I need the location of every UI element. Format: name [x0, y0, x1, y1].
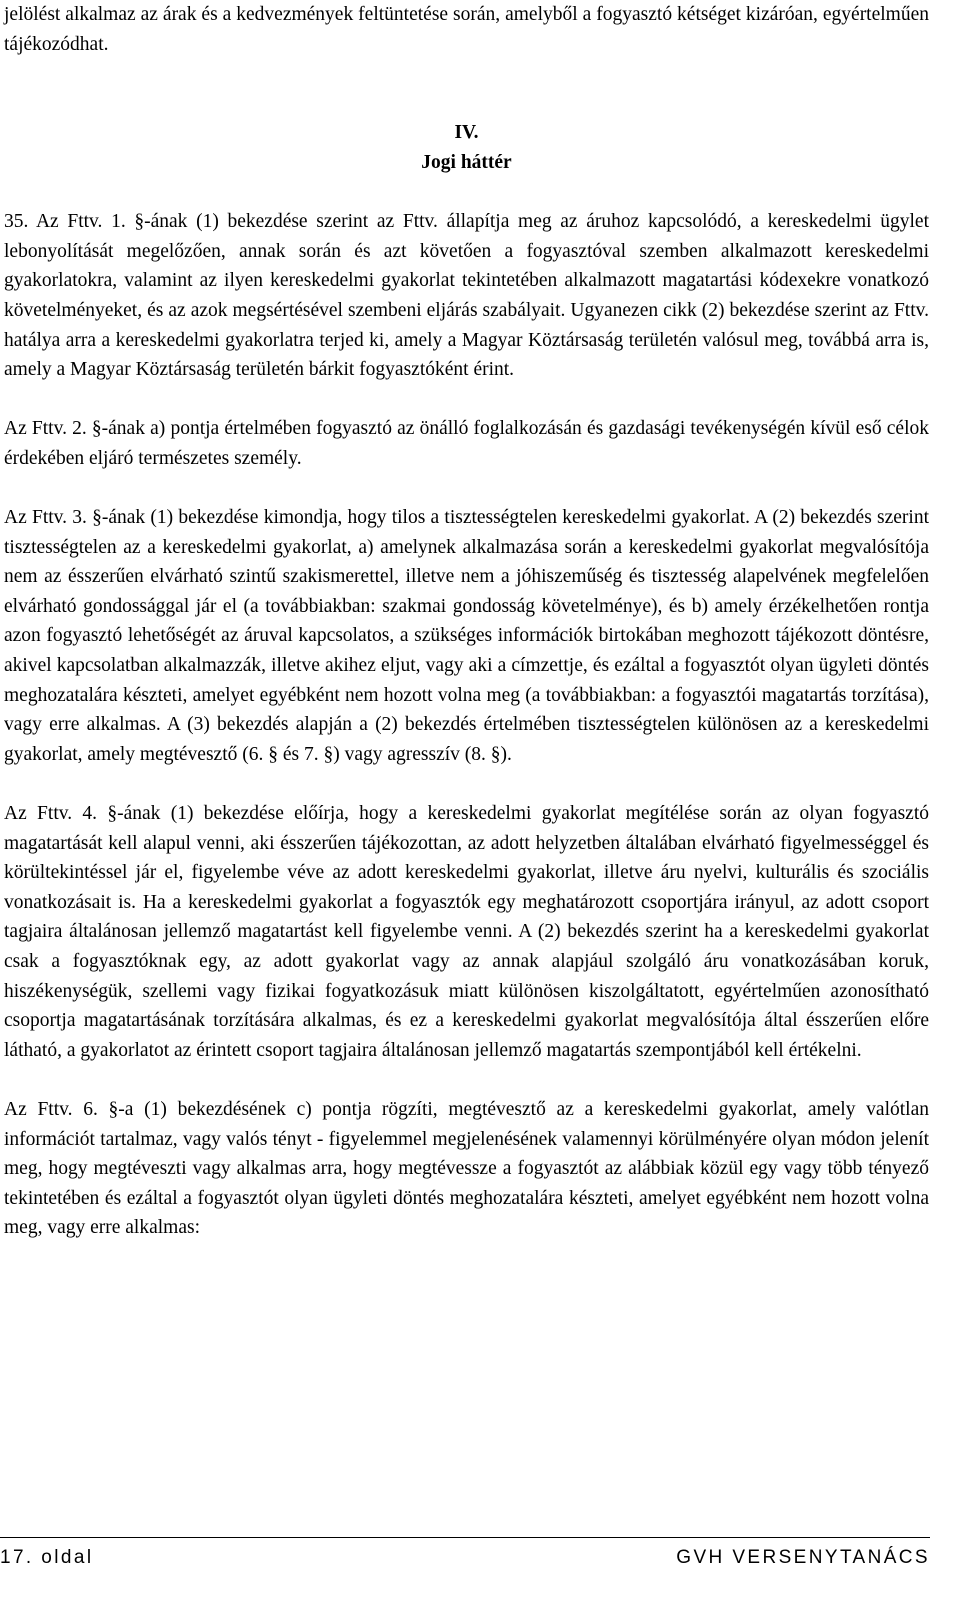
paragraph-unfair-practice: Az Fttv. 3. §-ának (1) bekezdése kimondja, hogy tilos a tisztességtelen kereskedelmi gyakorlat. A (2) bekezdés szerint tisztességtelen az a kereskedelmi gyakorlat, a) amelynek alkalmazása során a kereskedelmi gyakorlat megvalósítója nem az ésszerűen elvárható szintű szakismerettel, illetve nem a jóhiszeműség és tisztesség alapelvének megfelelően elvárható gondossággal jár el (a továbbiakban: szakmai gondosság követelménye), és b) amely érzékelhetően rontja azon fogyasztó lehetőségét az áruval kapcsolatos, a szükséges információk birtokában meghozott tájékozott döntésre, akivel kapcsolatban alkalmazzák, illetve akihez eljut, vagy aki a címzettje, és ezáltal a fogyasztót olyan ügyleti döntés meghozatalára készteti, amelyet egyébként nem hozott volna meg (a továbbiakban: a fogyasztói magatartás torzítása), vagy erre alkalmas. A (3) bekezdés alapján a (2) bekezdés értelmében tisztességtelen különösen az a kereskedelmi gyakorlat, amely megtévesztő (6. § és 7. §) vagy agresszív (8. §).	[4, 507, 929, 765]
spacer	[4, 1065, 929, 1095]
spacer	[4, 769, 929, 799]
paragraph-assessment: Az Fttv. 4. §-ának (1) bekezdése előírja, hogy a kereskedelmi gyakorlat megítélése során az olyan fogyasztó magatartását kell alapul venni, aki ésszerűen tájékozottan, az adott helyzetben általában elvárható figyelmességgel és körültekintéssel jár el, figyelembe véve az adott kereskedelmi gyakorlat, illetve áru nyelvi, kulturális és szociális vonatkozásait is. Ha a kereskedelmi gyakorlat a fogyasztók egy meghatározott csoportjára irányul, az adott csoport tagjaira általánosan jellemző magatartást kell figyelembe venni. A (2) bekezdés szerint ha a kereskedelmi gyakorlat csak a fogyasztóknak egy, az adott gyakorlat vagy az annak alapjául szolgáló áru vonatkozásában koruk, hiszékenységük, szellemi vagy fizikai fogyatkozásuk miatt különösen kiszolgáltatott, egyértelműen azonosítható csoportja magatartásának torzítására alkalmas, és ez a kereskedelmi gyakorlat megvalósítója által ésszerűen előre látható, a gyakorlatot az érintett csoport tagjaira általánosan jellemző magatartás szempontjából kell értékelni.	[4, 803, 929, 1061]
page-number: 17. oldal	[0, 1547, 94, 1568]
spacer	[4, 385, 929, 415]
spacer	[4, 59, 929, 89]
spacer	[4, 474, 929, 504]
paragraph-35: 35. Az Fttv. 1. §-ának (1) bekezdése szerint az Fttv. állapítja meg az áruhoz kapcsolódó, a kereskedelmi ügylet lebonyolítását megelőzően, annak során és azt követően a fogyasztóval szemben alkalmazott kereskedelmi gyakorlatokra, valamint az ilyen kereskedelmi gyakorlat tekintetében alkalmazott magatartási kódexekre vonatkozó követelményeket, és az azok megsértésével szembeni eljárás szabályait. Ugyanezen cikk (2) bekezdése szerint az Fttv. hatálya arra a kereskedelmi gyakorlatra terjed ki, amely a Magyar Köztársaság területén valósul meg, továbbá arra is, amely a Magyar Köztársaság területén bárkit fogyasztóként érint.	[4, 211, 929, 381]
paragraph-misleading: Az Fttv. 6. §-a (1) bekezdésének c) pontja rögzíti, megtévesztő az a kereskedelmi gyakorlat, amely valótlan információt tartalmaz, vagy valós tényt - figyelemmel megjelenésének valamennyi körülményére olyan módon jelenít meg, hogy megtéveszti vagy alkalmas arra, hogy megtévessze a fogyasztót az alábbiak közül egy vagy több tényező tekintetében és ezáltal a fogyasztót olyan ügyleti döntés meghozatalára készteti, amelyet egyébként nem hozott volna meg, vagy erre alkalmas:	[4, 1098, 929, 1239]
footer-divider	[0, 1537, 930, 1538]
intro-paragraph: jelölést alkalmaz az árak és a kedvezmények feltüntetése során, amelyből a fogyasztó kétséget kizáróan, egyértelműen tájékozódhat.	[4, 4, 929, 55]
paragraph-consumer-definition: Az Fttv. 2. §-ának a) pontja értelmében fogyasztó az önálló foglalkozásán és gazdasági tevékenységén kívül eső célok érdekében eljáró természetes személy.	[4, 418, 929, 469]
section-title: Jogi háttér	[421, 151, 512, 173]
spacer	[4, 178, 929, 208]
page-footer	[0, 1546, 930, 1570]
document-page	[4, 0, 929, 1243]
section-number: IV.	[454, 122, 479, 144]
spacer	[4, 89, 929, 119]
footer-organization: GVH VERSENYTANÁCS	[676, 1547, 930, 1568]
